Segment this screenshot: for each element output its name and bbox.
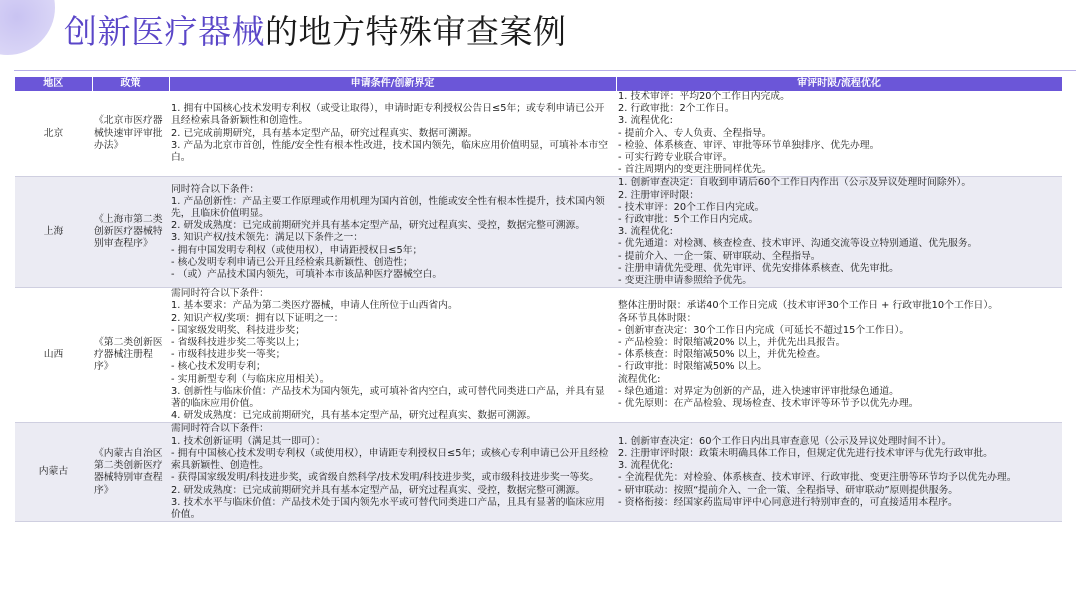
- policy-cell: 《内蒙古自治区第二类创新医疗器械特别审查程序》: [92, 423, 169, 522]
- review-line: - 绿色通道：对界定为创新的产品，进入快速审评审批绿色通道。: [618, 385, 899, 397]
- review-line: - 资格衔接：经国家药监局审评中心同意进行特别审查的，可直接适用本程序。: [618, 496, 958, 508]
- header-conditions: 申请条件/创新界定: [169, 77, 616, 91]
- condition-line: - 省级科技进步奖二等奖以上；: [171, 337, 306, 349]
- review-line: 2. 行政审批：2个工作日。: [618, 103, 735, 115]
- header-review: 审评时限/流程优化: [616, 77, 1062, 91]
- page-title: [64, 10, 567, 54]
- review-line: 3. 流程优化:: [618, 226, 673, 238]
- review-line: - 首注周期内的变更注册同样优先。: [618, 164, 772, 176]
- review-line: 1. 技术审评：平均20个工作日内完成。: [618, 91, 790, 102]
- region-cell: 北京: [15, 91, 92, 177]
- condition-line: - 拥有中国发明专利权（或使用权），申请距授权日≤5年；: [171, 244, 423, 256]
- review-line: - 行政审批：5个工作日内完成。: [618, 214, 759, 226]
- condition-line: - 核心发明专利申请已公开且经检索具新颖性、创造性；: [171, 256, 413, 268]
- policy-cell: 《第二类创新医疗器械注册程序》: [92, 288, 169, 423]
- condition-line: - 获得国家级发明/科技进步奖，或省级自然科学/技术发明/科技进步奖，或市级科技进步奖一等奖。: [171, 472, 600, 484]
- review-line: 2. 注册审评时限：政策未明确具体工作日，但规定优先进行技术审评与优先行政审批。: [618, 447, 993, 459]
- condition-line: 需同时符合以下条件：: [171, 288, 269, 300]
- page-title-rest: 的地方特殊审查案例: [265, 12, 567, 51]
- review-line: 整体注册时限：承诺40个工作日完成（技术审评30个工作日 + 行政审批10个工作日）。: [618, 300, 999, 312]
- table-row: [15, 288, 1062, 423]
- review-line: - 提前介入、专人负责、全程指导。: [618, 127, 772, 139]
- header-region: 地区: [15, 77, 92, 91]
- condition-line: - 国家级发明奖、科技进步奖；: [171, 324, 306, 336]
- condition-line: - 拥有中国核心技术发明专利权（或使用权），申请距专利授权日≤5年；或核心专利申请已公开且经检索具新颖性、创造性。: [171, 447, 609, 472]
- case-table: [15, 77, 1063, 522]
- condition-line: 2. 研发成熟度：已完成前期研究并具有基本定型产品，研究过程真实、受控，数据完整可溯源。: [171, 484, 586, 496]
- review-line: - 变更注册申请参照给予优先。: [618, 275, 753, 287]
- condition-line: 3. 知识产权/技术领先：满足以下条件之一：: [171, 232, 364, 244]
- corner-decoration: [0, 0, 55, 55]
- review-line: - 行政审批：时限缩减50% 以上。: [618, 361, 768, 373]
- review-cell: [616, 177, 1062, 288]
- review-line: - 技术审评：20个工作日内完成。: [618, 201, 765, 213]
- review-cell: [616, 288, 1062, 423]
- condition-line: 3. 创新性与临床价值：产品技术为国内领先，或可填补省内空白，或可替代同类进口产品，并具有显著的临床应用价值。: [171, 385, 605, 410]
- review-line: - 注册申请优先受理、优先审评、优先安排体系核查、优先审批。: [618, 262, 899, 274]
- condition-line: 需同时符合以下条件：: [171, 423, 269, 435]
- review-line: - 提前介入、一企一策、研审联动、全程指导。: [618, 250, 821, 262]
- condition-cell: [169, 288, 616, 423]
- review-line: - 可实行跨专业联合审评。: [618, 152, 733, 164]
- review-line: 1. 创新审查决定：60个工作日内出具审查意见（公示及异议处理时间不计）。: [618, 435, 952, 447]
- condition-cell: [169, 91, 616, 177]
- review-cell: [616, 423, 1062, 522]
- review-line: - 检验、体系核查、审评、审批等环节单独排序、优先办理。: [618, 139, 880, 151]
- review-line: - 体系核查：时限缩减50% 以上，并优先检查。: [618, 349, 826, 361]
- region-cell: 内蒙古: [15, 423, 92, 522]
- condition-line: 1. 拥有中国核心技术发明专利权（或受让取得），申请时距专利授权公告日≤5年；或专利申请已公开且经检索具备新颖性和创造性。: [171, 103, 605, 127]
- condition-line: 3. 技术水平与临床价值：产品技术处于国内领先水平或可替代同类进口产品，且具有显著的临床应用价值。: [171, 496, 605, 520]
- condition-line: 1. 基本要求：产品为第二类医疗器械，申请人住所位于山西省内。: [171, 300, 458, 312]
- policy-cell: 《北京市医疗器械快速审评审批办法》: [92, 91, 169, 177]
- condition-line: 3. 产品为北京市首创，性能/安全性有根本性改进，技术国内领先，临床应用价值明显，可填补本市空白。: [171, 139, 609, 164]
- table-row: [15, 177, 1062, 288]
- condition-cell: [169, 177, 616, 288]
- table-header-row: [15, 77, 1062, 91]
- title-divider: [14, 70, 1076, 71]
- condition-line: - 市级科技进步奖一等奖；: [171, 349, 286, 361]
- condition-line: 2. 已完成前期研究，具有基本定型产品，研究过程真实、数据可溯源。: [171, 127, 478, 139]
- review-line: - 研审联动：按照“提前介入、一企一策、全程指导、研审联动”原则提供服务。: [618, 484, 959, 496]
- condition-line: 2. 知识产权/奖项：拥有以下证明之一：: [171, 312, 344, 324]
- review-line: 2. 注册审评时限：: [618, 189, 700, 201]
- review-line: - 优先原则：在产品检验、现场检查、技术审评等环节予以优先办理。: [618, 398, 919, 410]
- review-line: - 创新审查决定：30个工作日内完成（可延长不超过15个工作日）。: [618, 324, 910, 336]
- condition-line: - 实用新型专利（与临床应用相关）。: [171, 373, 330, 385]
- condition-line: 2. 研发成熟度：已完成前期研究并具有基本定型产品，研究过程真实、受控，数据完整可溯源。: [171, 220, 586, 232]
- condition-line: 1. 技术创新证明（满足其一即可）：: [171, 435, 326, 447]
- review-line: 3. 流程优化:: [618, 115, 673, 127]
- region-cell: 山西: [15, 288, 92, 423]
- review-line: 流程优化:: [618, 373, 661, 385]
- review-line: - 全流程优先：对检验、体系核查、技术审评、行政审批、变更注册等环节均予以优先办理。: [618, 472, 1017, 484]
- condition-line: 1. 产品创新性：产品主要工作原理或作用机理为国内首创，性能或安全性有根本性提升，技术国内领先，且临床价值明显。: [171, 195, 605, 219]
- condition-line: - 核心技术发明专利；: [171, 361, 266, 373]
- table-row: [15, 91, 1062, 177]
- review-line: 3. 流程优化:: [618, 460, 673, 472]
- review-line: 各环节具体时限：: [618, 312, 697, 324]
- condition-line: - （或）产品技术国内领先，可填补本市该品种医疗器械空白。: [171, 268, 443, 280]
- header-policy: 政策: [92, 77, 169, 91]
- review-line: - 优先通道：对检测、核查检查、技术审评、沟通交流等设立特别通道、优先服务。: [618, 238, 978, 250]
- region-cell: 上海: [15, 177, 92, 288]
- review-line: 1. 创新审查决定：自收到申请后60个工作日内作出（公示及异议处理时间除外）。: [618, 177, 972, 189]
- review-line: - 产品检验：时限缩减20% 以上，并优先出具报告。: [618, 337, 846, 349]
- condition-cell: [169, 423, 616, 522]
- table-row: [15, 423, 1062, 522]
- review-cell: [616, 91, 1062, 177]
- condition-line: 同时符合以下条件：: [171, 183, 260, 195]
- condition-line: 4. 研发成熟度：已完成前期研究，具有基本定型产品，研究过程真实、数据可溯源。: [171, 410, 537, 422]
- page-title-highlight: 创新医疗器械: [64, 12, 265, 51]
- policy-cell: 《上海市第二类创新医疗器械特别审查程序》: [92, 177, 169, 288]
